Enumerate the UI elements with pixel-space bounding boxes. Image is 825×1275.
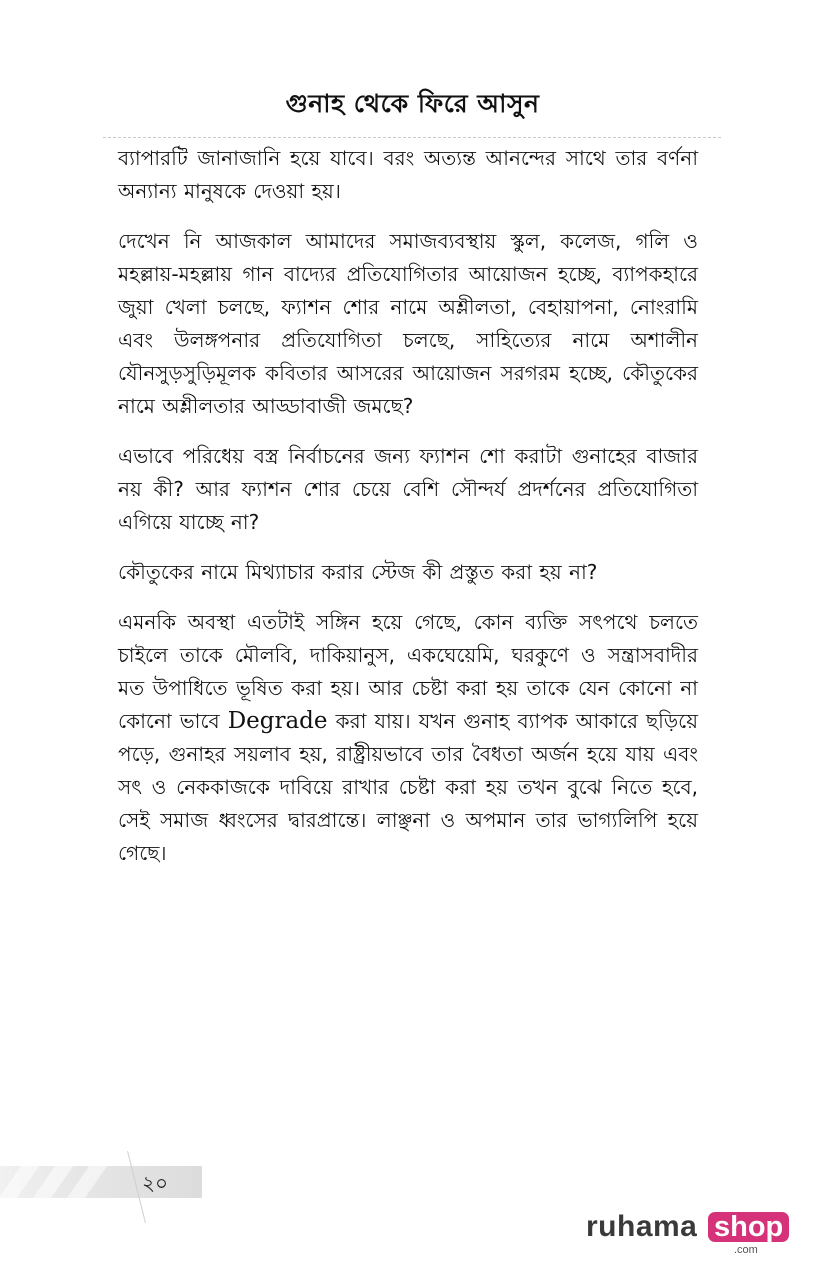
band-stripe [33,1166,73,1198]
header-divider [103,137,721,138]
body-text [118,142,698,887]
brand-logo [586,1210,786,1254]
band-stripe [67,1166,107,1198]
paragraph-2: দেখেন নি আজকাল আমাদের সমাজব্যবস্থায় স্কুল, কলেজ, গলি ও মহল্লায়-মহল্লায় গান বাদ্যের প্রতিযোগিতার আয়োজন হচ্ছে, ব্যাপকহারে জুয়া খেলা চলছে, ফ্যাশন শোর নামে অশ্লীলতা, বেহায়াপনা, নোংরামি এবং উলঙ্গপনার প্রতিযোগিতা চলছে, সাহিত্যের নামে অশালীন যৌনসুড়সুড়িমূলক কবিতার আসরের আয়োজন সরগরম হচ্ছে, কৌতুকের নামে অশ্লীলতার আড্ডাবাজী জমছে? [118,229,698,418]
band-stripe [0,1166,39,1198]
page-number-band [0,1166,202,1198]
paragraph-4: কৌতুকের নামে মিথ্যাচার করার স্টেজ কী প্রস্তুত করা হয় না? [118,560,598,584]
paragraph-1: ব্যাপারটি জানাজানি হয়ে যাবে। বরং অত্যন্ত আনন্দের সাথে তার বর্ণনা অন্যান্য মানুষকে দেওয়া হয়। [118,146,698,203]
latin-word-degrade: Degrade [227,708,328,734]
paragraph-5-part-2: করা যায়। যখন গুনাহ ব্যাপক আকারে ছড়িয়ে পড়ে, গুনাহর সয়লাব হয়, রাষ্ট্রীয়ভাবে তার বৈধতা অর্জন হয়ে যায় এবং সৎ ও নেককাজকে দাবিয়ে রাখার চেষ্টা করা হয় তখন বুঝে নিতে হবে, সেই সমাজ ধ্বংসের দ্বারপ্রান্তে। লাঞ্ছনা ও অপমান তার ভাগ্যলিপি হয়ে গেছে। [118,709,698,865]
paragraph-3: এভাবে পরিধেয় বস্ত্র নির্বাচনের জন্য ফ্যাশন শো করাটা গুনাহের বাজার নয় কী? আর ফ্যাশন শোর চেয়ে বেশি সৌন্দর্য প্রদর্শনের প্রতিযোগিতা এগিয়ে যাচ্ছে না? [118,444,698,534]
brand-suffix: .com [734,1244,758,1256]
running-header-title: গুনাহ থেকে ফিরে আসুন [285,89,540,118]
page-number: ২০ [142,1171,169,1195]
paragraph-5 [118,606,698,870]
brand-badge: shop [708,1212,789,1242]
brand-name: ruhama [586,1210,698,1243]
paragraph-5-part-1: এমনকি অবস্থা এতটাই সঙ্গিন হয়ে গেছে, কোন ব্যক্তি সৎপথে চলতে চাইলে তাকে মৌলবি, দাকিয়ানুস, একঘেয়েমি, ঘরকুণে ও সন্ত্রাসবাদীর মত উপাধিতে ভূষিত করা হয়। আর চেষ্টা করা হয় তাকে যেন কোনো না কোনো ভাবে [118,610,698,733]
